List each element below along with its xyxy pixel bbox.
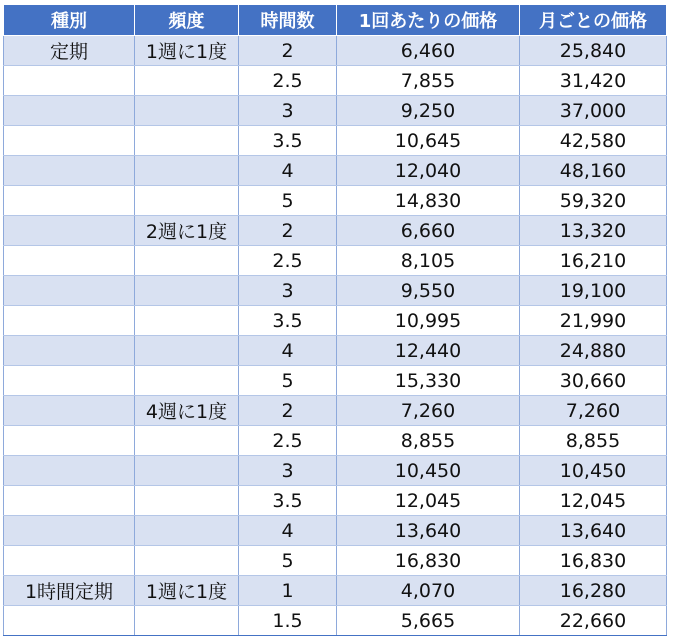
table-row <box>4 186 667 216</box>
cell-monthly-price: 37,000 <box>520 96 667 126</box>
table-body <box>4 36 667 636</box>
cell-frequency <box>135 246 239 276</box>
cell-frequency: 2週に1度 <box>135 216 239 246</box>
cell-monthly-price: 16,210 <box>520 246 667 276</box>
table-row <box>4 276 667 306</box>
table-row <box>4 306 667 336</box>
cell-price-per-visit: 12,045 <box>337 486 520 516</box>
cell-hours: 2.5 <box>239 66 337 96</box>
cell-type <box>4 126 135 156</box>
cell-frequency <box>135 516 239 546</box>
cell-frequency <box>135 486 239 516</box>
cell-hours: 3 <box>239 96 337 126</box>
table-row <box>4 216 667 246</box>
cell-monthly-price: 13,640 <box>520 516 667 546</box>
table-header <box>4 5 667 36</box>
header-row <box>4 5 667 36</box>
cell-hours: 3.5 <box>239 126 337 156</box>
cell-monthly-price: 13,320 <box>520 216 667 246</box>
cell-price-per-visit: 10,450 <box>337 456 520 486</box>
cell-type <box>4 276 135 306</box>
table-row <box>4 336 667 366</box>
cell-frequency <box>135 186 239 216</box>
cell-monthly-price: 21,990 <box>520 306 667 336</box>
cell-type <box>4 216 135 246</box>
cell-type <box>4 306 135 336</box>
cell-hours: 5 <box>239 546 337 576</box>
cell-monthly-price: 22,660 <box>520 606 667 636</box>
cell-type <box>4 516 135 546</box>
table-row <box>4 36 667 66</box>
cell-frequency <box>135 336 239 366</box>
cell-frequency <box>135 66 239 96</box>
cell-price-per-visit: 14,830 <box>337 186 520 216</box>
cell-type <box>4 366 135 396</box>
cell-monthly-price: 7,260 <box>520 396 667 426</box>
cell-monthly-price: 16,280 <box>520 576 667 606</box>
cell-monthly-price: 59,320 <box>520 186 667 216</box>
cell-type <box>4 486 135 516</box>
cell-type <box>4 546 135 576</box>
cell-hours: 4 <box>239 156 337 186</box>
cell-monthly-price: 48,160 <box>520 156 667 186</box>
cell-type <box>4 186 135 216</box>
cell-frequency <box>135 426 239 456</box>
cell-frequency <box>135 306 239 336</box>
cell-hours: 3.5 <box>239 306 337 336</box>
price-table <box>3 4 667 636</box>
table-row <box>4 156 667 186</box>
cell-price-per-visit: 9,250 <box>337 96 520 126</box>
cell-monthly-price: 24,880 <box>520 336 667 366</box>
cell-hours: 2 <box>239 36 337 66</box>
cell-monthly-price: 16,830 <box>520 546 667 576</box>
cell-price-per-visit: 13,640 <box>337 516 520 546</box>
cell-monthly-price: 31,420 <box>520 66 667 96</box>
table-row <box>4 246 667 276</box>
cell-monthly-price: 25,840 <box>520 36 667 66</box>
cell-price-per-visit: 15,330 <box>337 366 520 396</box>
cell-type <box>4 156 135 186</box>
header-monthly-price: 月ごとの価格 <box>520 5 667 36</box>
cell-monthly-price: 12,045 <box>520 486 667 516</box>
cell-price-per-visit: 10,645 <box>337 126 520 156</box>
cell-frequency: 1週に1度 <box>135 36 239 66</box>
cell-hours: 1 <box>239 576 337 606</box>
cell-price-per-visit: 6,460 <box>337 36 520 66</box>
cell-price-per-visit: 7,855 <box>337 66 520 96</box>
cell-hours: 3 <box>239 456 337 486</box>
cell-monthly-price: 42,580 <box>520 126 667 156</box>
cell-monthly-price: 19,100 <box>520 276 667 306</box>
cell-frequency <box>135 366 239 396</box>
cell-frequency <box>135 156 239 186</box>
cell-monthly-price: 8,855 <box>520 426 667 456</box>
cell-frequency <box>135 96 239 126</box>
cell-price-per-visit: 9,550 <box>337 276 520 306</box>
header-type: 種別 <box>4 5 135 36</box>
cell-hours: 5 <box>239 366 337 396</box>
cell-hours: 3.5 <box>239 486 337 516</box>
table-row <box>4 576 667 606</box>
cell-frequency <box>135 606 239 636</box>
cell-price-per-visit: 8,105 <box>337 246 520 276</box>
table-row <box>4 96 667 126</box>
cell-price-per-visit: 16,830 <box>337 546 520 576</box>
cell-price-per-visit: 6,660 <box>337 216 520 246</box>
table-row <box>4 126 667 156</box>
cell-price-per-visit: 10,995 <box>337 306 520 336</box>
cell-frequency <box>135 546 239 576</box>
cell-hours: 5 <box>239 186 337 216</box>
table-row <box>4 426 667 456</box>
cell-type <box>4 606 135 636</box>
cell-monthly-price: 30,660 <box>520 366 667 396</box>
cell-price-per-visit: 8,855 <box>337 426 520 456</box>
price-table-container <box>3 4 667 636</box>
cell-price-per-visit: 5,665 <box>337 606 520 636</box>
cell-frequency: 1週に1度 <box>135 576 239 606</box>
cell-price-per-visit: 7,260 <box>337 396 520 426</box>
table-row <box>4 546 667 576</box>
cell-price-per-visit: 12,440 <box>337 336 520 366</box>
cell-monthly-price: 10,450 <box>520 456 667 486</box>
cell-type <box>4 246 135 276</box>
table-row <box>4 456 667 486</box>
cell-type <box>4 96 135 126</box>
cell-hours: 2 <box>239 396 337 426</box>
cell-type: 定期 <box>4 36 135 66</box>
table-row <box>4 486 667 516</box>
cell-hours: 2 <box>239 216 337 246</box>
table-row <box>4 366 667 396</box>
cell-hours: 4 <box>239 516 337 546</box>
cell-type <box>4 336 135 366</box>
cell-hours: 3 <box>239 276 337 306</box>
cell-hours: 4 <box>239 336 337 366</box>
table-row <box>4 66 667 96</box>
table-row <box>4 606 667 636</box>
header-price-per-visit: 1回あたりの価格 <box>337 5 520 36</box>
cell-type <box>4 66 135 96</box>
cell-price-per-visit: 12,040 <box>337 156 520 186</box>
cell-type <box>4 456 135 486</box>
header-hours: 時間数 <box>239 5 337 36</box>
cell-hours: 2.5 <box>239 246 337 276</box>
cell-type <box>4 396 135 426</box>
cell-frequency <box>135 456 239 486</box>
cell-hours: 2.5 <box>239 426 337 456</box>
header-frequency: 頻度 <box>135 5 239 36</box>
cell-frequency <box>135 126 239 156</box>
table-row <box>4 516 667 546</box>
cell-price-per-visit: 4,070 <box>337 576 520 606</box>
cell-type <box>4 426 135 456</box>
cell-type: 1時間定期 <box>4 576 135 606</box>
cell-frequency <box>135 276 239 306</box>
cell-frequency: 4週に1度 <box>135 396 239 426</box>
cell-hours: 1.5 <box>239 606 337 636</box>
table-row <box>4 396 667 426</box>
